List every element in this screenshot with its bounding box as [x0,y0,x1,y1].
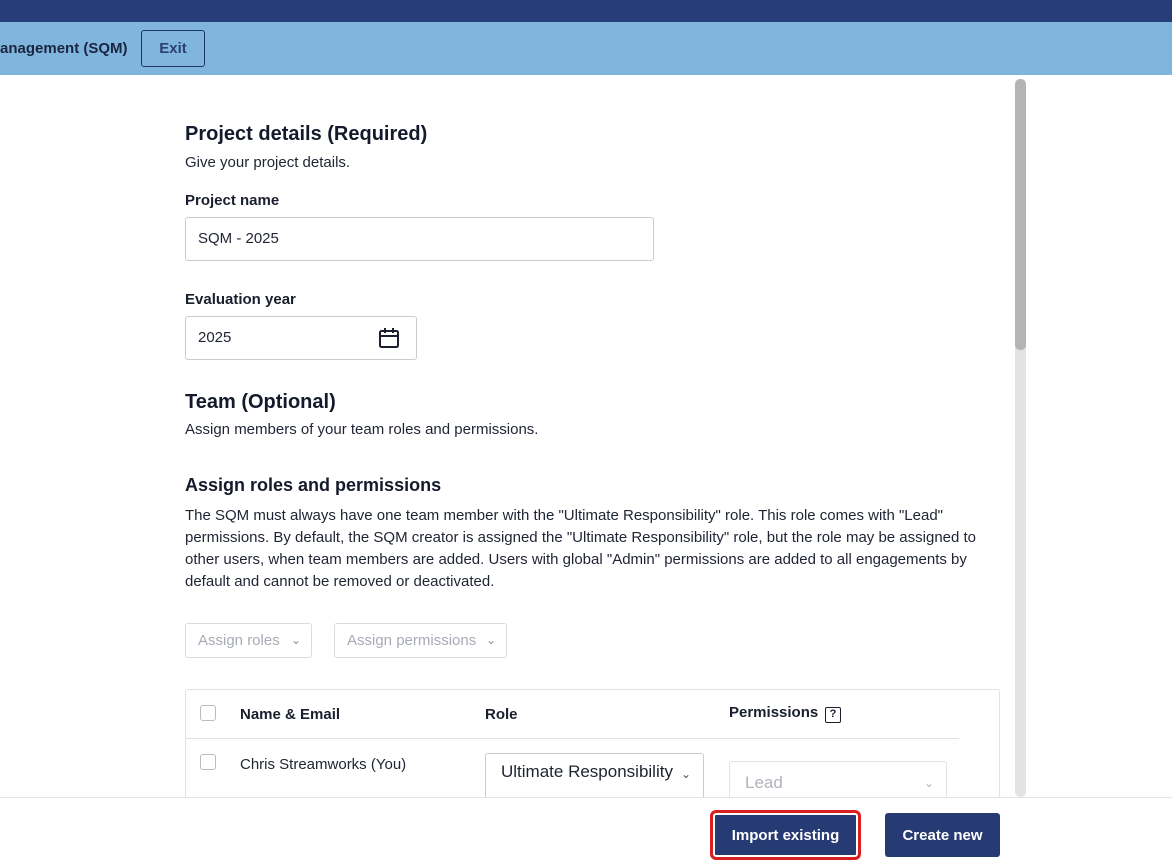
member-name: Chris Streamworks (You) [240,756,407,773]
team-table [185,689,1000,797]
assign-roles-dropdown[interactable] [185,623,312,658]
create-new-button[interactable]: Create new [885,813,1000,857]
evaluation-year-label: Evaluation year [185,291,296,308]
project-name-label: Project name [185,192,280,209]
assign-permissions-dropdown[interactable] [334,623,507,658]
chevron-down-icon: ⌄ [680,767,691,781]
permission-select[interactable] [729,761,947,797]
column-header-role[interactable]: Role [485,706,518,723]
role-select[interactable] [485,753,704,797]
import-existing-button[interactable]: Import existing [713,813,858,857]
top-nav-bar [0,0,1172,22]
permission-value: Lead [745,773,783,792]
page-header-title: anagement (SQM) [0,40,128,57]
exit-button[interactable]: Exit [141,30,205,67]
assign-roles-description: The SQM must always have one team member with the "Ultimate Responsibility" role. This role comes with "Lead" permissions. By default, the SQM creator is assigned the "Ultimate Responsibility" role, but the role may be assigned to other users, when team members are added. Users with global "Admin" permissions are added to all engagements by default and cannot be removed or deactivated. [185,507,977,590]
project-name-input[interactable]: SQM - 2025 [185,217,654,261]
header-bar [0,22,1172,75]
select-all-checkbox[interactable] [200,705,216,721]
project-details-heading: Project details (Required) [185,123,428,145]
team-subtitle: Assign members of your team roles and permissions. [185,421,539,438]
evaluation-year-input[interactable] [185,316,417,360]
team-heading: Team (Optional) [185,391,336,413]
calendar-icon[interactable] [378,327,400,349]
assign-roles-heading: Assign roles and permissions [185,475,442,495]
footer-bar [0,797,1172,867]
column-header-name[interactable]: Name & Email [240,706,341,723]
chevron-down-icon: ⌄ [485,633,496,647]
assign-roles-placeholder: Assign roles [198,632,280,649]
scrollbar-thumb[interactable] [1015,79,1026,350]
table-header [186,690,959,739]
question-icon[interactable]: ? [825,707,841,723]
chevron-down-icon: ⌄ [923,776,934,790]
main-content [0,75,1172,797]
project-details-subtitle: Give your project details. [185,154,351,171]
role-value: Ultimate Responsibility [501,762,673,781]
evaluation-year-value: 2025 [198,329,232,346]
row-checkbox[interactable] [200,754,216,770]
assign-permissions-placeholder: Assign permissions [347,632,477,649]
chevron-down-icon: ⌄ [290,633,301,647]
column-header-permissions[interactable]: Permissions [729,704,819,721]
